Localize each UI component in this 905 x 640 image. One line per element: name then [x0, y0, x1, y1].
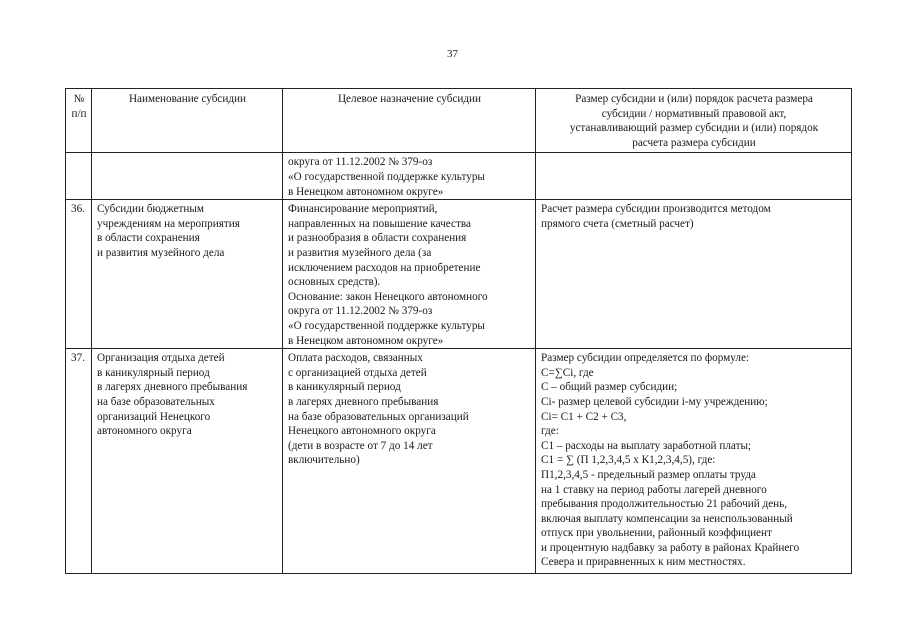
goal-line: основных средств). — [288, 276, 381, 289]
goal-line: в Ненецком автономном округе» — [288, 334, 444, 347]
goal-line: включительно) — [288, 454, 360, 467]
name-line: Субсидии бюджетным — [97, 203, 204, 216]
name-line: организаций Ненецкого — [97, 410, 211, 423]
goal-line: в лагерях дневного пребывания — [288, 395, 439, 408]
goal-line: исключением расходов на приобретение — [288, 261, 481, 274]
size-line: Расчет размера субсидии производится методом — [541, 203, 771, 216]
goal-line: Ненецкого автономного округа — [288, 425, 436, 438]
goal-line: «О государственной поддержке культуры — [288, 319, 485, 332]
cell-num — [66, 153, 92, 200]
goal-line: с организацией отдыха детей — [288, 366, 427, 379]
name-line: на базе образовательных — [97, 395, 215, 408]
size-line: отпуск при увольнении, районный коэффициент — [541, 527, 772, 540]
header-num — [66, 89, 92, 153]
size-line: С1 – расходы на выплату заработной платы; — [541, 439, 752, 452]
cell-name — [92, 153, 283, 200]
cell-size — [536, 349, 852, 574]
header-goal-line: Целевое назначение субсидии — [337, 93, 482, 105]
cell-size — [536, 153, 852, 200]
cell-num: 37. — [66, 349, 92, 574]
header-num-line: п/п — [71, 107, 87, 120]
goal-line: в каникулярный период — [288, 381, 401, 394]
size-line: прямого счета (сметный расчет) — [541, 217, 694, 230]
cell-goal — [283, 349, 536, 574]
goal-line: «О государственной поддержке культуры — [288, 170, 485, 183]
table-row — [66, 349, 852, 574]
size-line: Севера и приравненных к ним местностях. — [541, 556, 746, 569]
goal-line: и развития музейного дела (за — [288, 246, 432, 259]
goal-line: округа от 11.12.2002 № 379-оз — [288, 305, 433, 318]
size-line: Сi- размер целевой субсидии i-му учреждению; — [541, 395, 768, 408]
goal-line: в Ненецком автономном округе» — [288, 185, 444, 198]
header-size — [536, 89, 852, 153]
cell-goal — [283, 153, 536, 200]
size-line: и процентную надбавку за работу в районах Крайнего — [541, 541, 800, 554]
size-line: пребывания продолжительностью 21 рабочий день, — [541, 498, 788, 511]
subsidy-table — [65, 88, 852, 574]
name-line: Организация отдыха детей — [97, 352, 225, 365]
name-line: автономного округа — [97, 425, 192, 438]
header-goal — [283, 89, 536, 153]
size-line: Размер субсидии определяется по формуле: — [541, 352, 750, 365]
goal-line: и разнообразия в области сохранения — [288, 232, 467, 245]
goal-line: направленных на повышение качества — [288, 217, 471, 230]
page-number: 37 — [447, 48, 458, 60]
goal-line: (дети в возрасте от 7 до 14 лет — [288, 439, 433, 452]
cell-size — [536, 200, 852, 349]
header-size-line: Размер субсидии и (или) порядок расчета размера — [575, 93, 813, 105]
header-size-line: расчета размера субсидии — [632, 136, 756, 149]
size-line: на 1 ставку на период работы лагерей дневного — [541, 483, 767, 496]
size-line: С=∑Сi, где — [541, 366, 594, 379]
name-line: в области сохранения — [97, 232, 200, 245]
table-row-continuation — [66, 153, 852, 200]
goal-line: округа от 11.12.2002 № 379-оз — [288, 156, 433, 169]
cell-name — [92, 349, 283, 574]
cell-goal — [283, 200, 536, 349]
header-name — [92, 89, 283, 153]
size-line: где: — [541, 425, 559, 438]
size-line: П1,2,3,4,5 - предельный размер оплаты труда — [541, 468, 756, 481]
table-row — [66, 200, 852, 349]
table-header-row — [66, 89, 852, 153]
name-line: в лагерях дневного пребывания — [97, 381, 248, 394]
goal-line: Финансирование мероприятий, — [288, 203, 438, 216]
name-line: в каникулярный период — [97, 366, 210, 379]
name-line: учреждениям на мероприятия — [97, 217, 240, 230]
goal-line: Оплата расходов, связанных — [288, 352, 423, 365]
cell-num: 36. — [66, 200, 92, 349]
header-size-line: устанавливающий размер субсидии и (или) порядок — [569, 122, 819, 135]
header-size-line: субсидии / нормативный правовой акт, — [601, 107, 787, 120]
header-num-line: № — [73, 93, 85, 105]
cell-name — [92, 200, 283, 349]
header-name-line: Наименование субсидии — [128, 93, 247, 105]
size-line: Ci= C1 + C2 + C3, — [541, 410, 627, 423]
size-line: С – общий размер субсидии; — [541, 381, 678, 394]
goal-line: на базе образовательных организаций — [288, 410, 469, 423]
name-line: и развития музейного дела — [97, 246, 225, 259]
size-line: включая выплату компенсации за неиспользованный — [541, 512, 793, 525]
size-line: С1 = ∑ (П 1,2,3,4,5 х К1,2,3,4,5), где: — [541, 454, 716, 467]
goal-line: Основание: закон Ненецкого автономного — [288, 290, 488, 303]
